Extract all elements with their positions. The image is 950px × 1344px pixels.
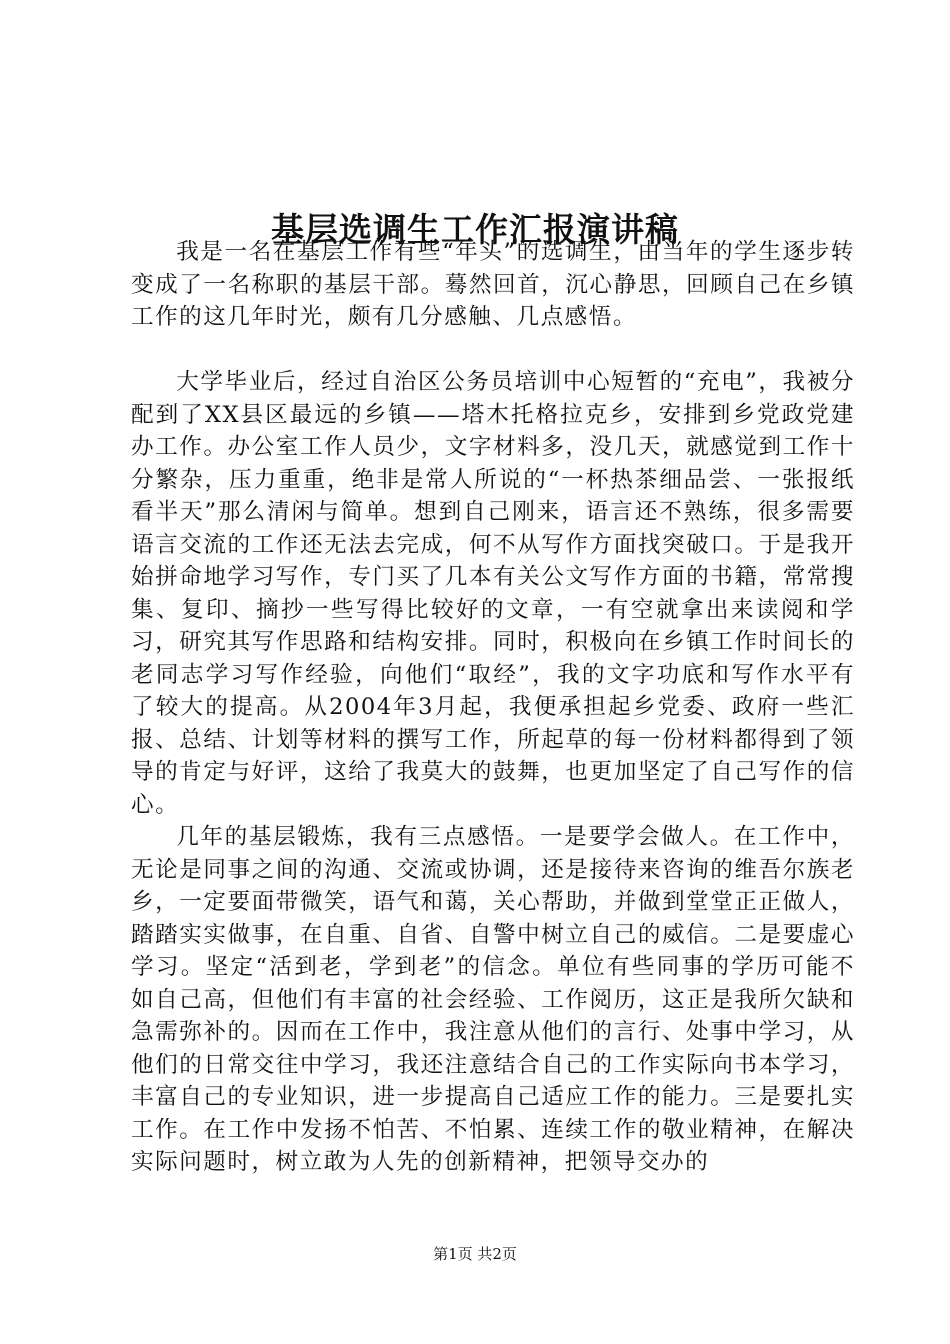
- document-body: [131, 236, 855, 1179]
- paragraph-intro: 我是一名在基层工作有些“年头”的选调生，由当年的学生逐步转变成了一名称职的基层干部。蓦然回首，沉心静思，回顾自己在乡镇工作的这几年时光，颇有几分感触、几点感悟。: [131, 239, 855, 330]
- paragraph-three-insights: 几年的基层锻炼，我有三点感悟。一是要学会做人。在工作中，无论是同事之间的沟通、交流或协调，还是接待来咨询的维吾尔族老乡，一定要面带微笑，语气和蔼，关心帮助，并做到堂堂正正做人，踏踏实实做事，在自重、自省、自警中树立自己的威信。二是要虚心学习。坚定“活到老，学到老”的信念。单位有些同事的学历可能不如自己高，但他们有丰富的社会经验、工作阅历，这正是我所欠缺和急需弥补的。因而在工作中，我注意从他们的言行、处事中学习，从他们的日常交往中学习，我还注意结合自己的工作实际向书本学习，丰富自己的专业知识，进一步提高自己适应工作的能力。三是要扎实工作。在工作中发扬不怕苦、不怕累、连续工作的敬业精神，在解决实际问题时，树立敢为人先的创新精神，把领导交办的: [131, 824, 855, 1175]
- paragraph-writing-experience: 大学毕业后，经过自治区公务员培训中心短暂的“充电”，我被分配到了XX县区最远的乡镇——塔木托格拉克乡，安排到乡党政党建办工作。办公室工作人员少，文字材料多，没几天，就感觉到工作十分繁杂，压力重重，绝非是常人所说的“一杯热茶细品尝、一张报纸看半天”那么清闲与简单。想到自己刚来，语言还不熟练，很多需要语言交流的工作还无法去完成，何不从写作方面找突破口。于是我开始拼命地学习写作，专门买了几本有关公文写作方面的书籍，常常搜集、复印、摘抄一些写得比较好的文章，一有空就拿出来读阅和学习，研究其写作思路和结构安排。同时，积极向在乡镇工作时间长的老同志学习写作经验，向他们“取经”，我的文字功底和写作水平有了较大的提高。从2004年3月起，我便承担起乡党委、政府一些汇报、总结、计划等材料的撰写工作，所起草的每一份材料都得到了领导的肯定与好评，这给了我莫大的鼓舞，也更加坚定了自己写作的信心。: [131, 369, 855, 818]
- page-number-footer: 第1页 共2页: [433, 1245, 517, 1263]
- document-title: 基层选调生工作汇报演讲稿: [271, 210, 679, 250]
